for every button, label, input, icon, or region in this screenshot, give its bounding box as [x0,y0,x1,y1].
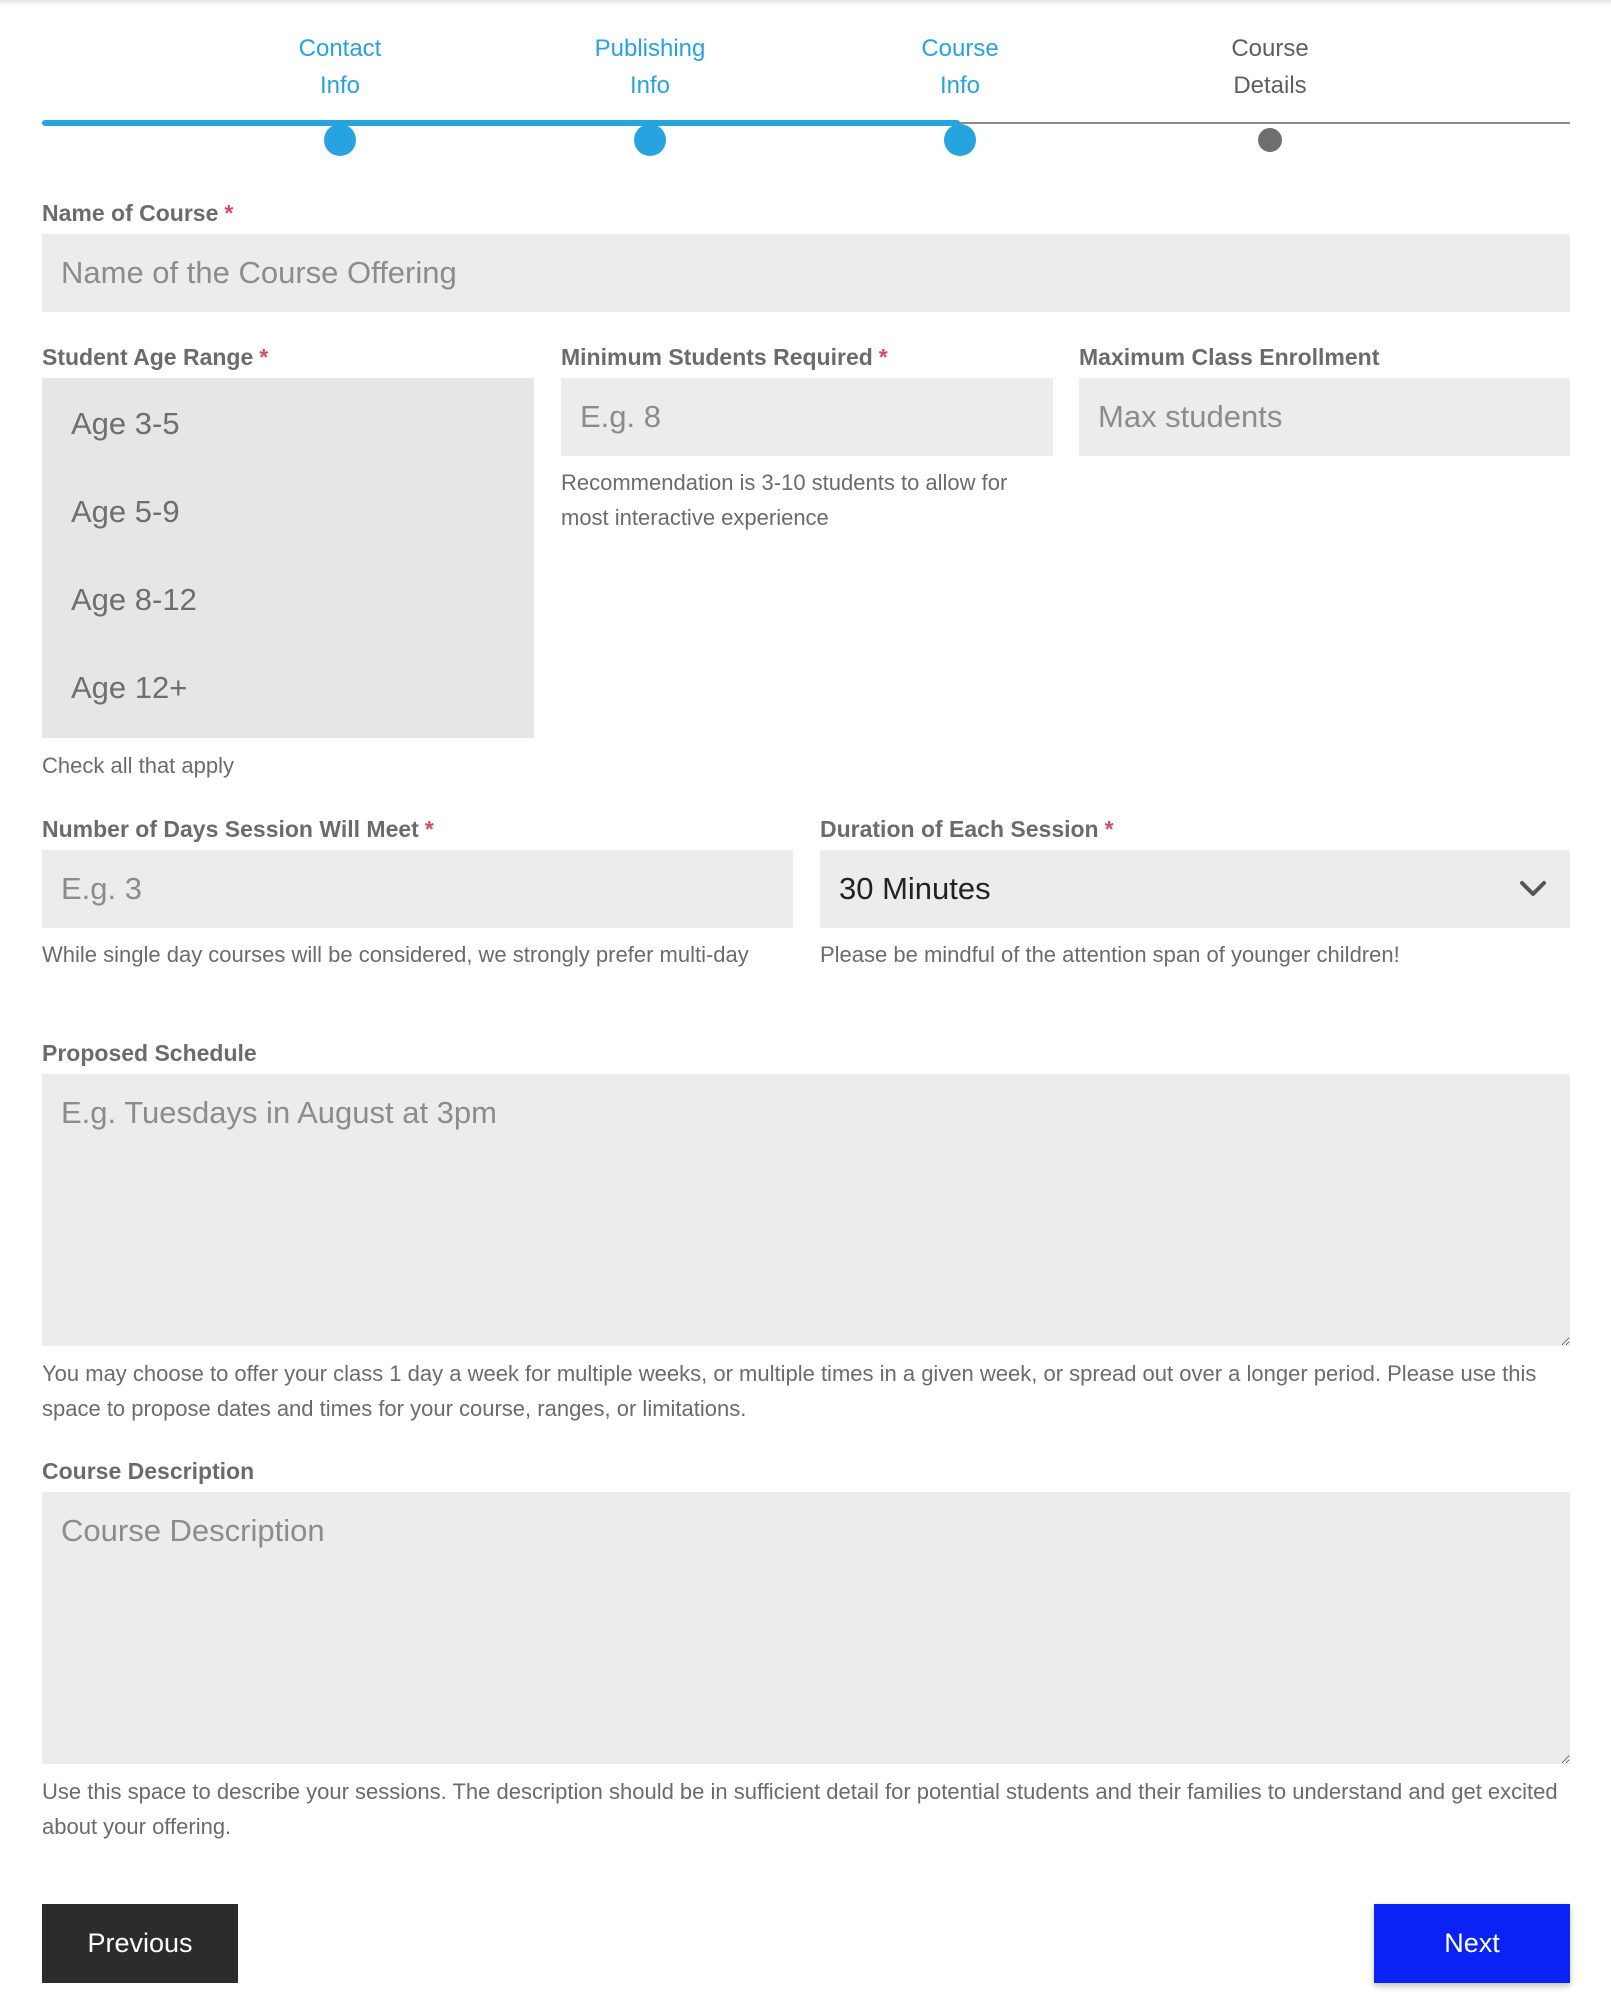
description-label [42,1458,254,1485]
age-range-help: Check all that apply [42,753,234,778]
description-label-text: Course Description [42,1458,255,1484]
schedule-textarea[interactable] [42,1074,1570,1346]
schedule-help: You may choose to offer your class 1 day a week for multiple weeks, or multiple times in a given week, or spread out over a longer period. Please use this space to propose dates and times for your course, ranges, or limitations. [42,1361,1537,1421]
min-students-label-text: Minimum Students Required [561,344,873,370]
session-duration-select[interactable] [820,850,1570,928]
required-marker: * [878,344,888,370]
age-option-3-5[interactable]: Age 3-5 [71,406,180,441]
description-textarea[interactable] [42,1492,1570,1764]
previous-button[interactable]: Previous [42,1904,238,1983]
course-name-label [42,200,233,227]
max-enrollment-input[interactable] [1079,378,1570,456]
session-duration-label-text: Duration of Each Session [820,816,1099,842]
description-help: Use this space to describe your sessions. The description should be in sufficient detail for potential students and their families to understand and get excited about your offering. [42,1779,1558,1839]
session-duration-label [820,816,1114,843]
session-days-label [42,816,434,843]
step-dot-publishing-info[interactable] [634,124,666,156]
step-dot-contact-info[interactable] [324,124,356,156]
step-dot-course-details[interactable] [1258,128,1282,152]
session-days-label-text: Number of Days Session Will Meet [42,816,419,842]
age-range-label [42,344,268,371]
step-course-details[interactable] [1190,30,1350,104]
session-days-input[interactable] [42,850,793,928]
step-dot-course-info[interactable] [944,124,976,156]
required-marker: * [424,816,434,842]
required-marker: * [1104,816,1114,842]
age-option-8-12[interactable]: Age 8-12 [71,582,197,617]
progress-stepper [42,0,1570,150]
next-button[interactable]: Next [1374,1904,1570,1983]
session-duration-value: 30 Minutes [839,871,991,906]
step-label-line2: Info [319,72,361,99]
session-days-help: While single day courses will be considered, we strongly prefer multi-day [42,942,749,967]
age-option-5-9[interactable]: Age 5-9 [71,494,180,529]
step-course-info[interactable] [880,30,1040,104]
schedule-label [42,1040,257,1067]
course-name-label-text: Name of Course [42,200,219,226]
max-enrollment-label [1079,344,1379,371]
course-name-input[interactable] [42,234,1570,312]
stepper-track-progress [42,120,960,126]
step-label-line2: Details [1233,72,1307,99]
age-range-listbox[interactable] [42,378,534,738]
required-marker: * [259,344,269,370]
max-enrollment-label-text: Maximum Class Enrollment [1079,344,1380,370]
min-students-label [561,344,888,371]
step-label-line1: Contact [298,35,382,62]
step-label-line2: Info [629,72,671,99]
step-publishing-info[interactable] [570,30,730,104]
min-students-help: Recommendation is 3-10 students to allow for most interactive experience [561,470,1008,530]
age-option-12-plus[interactable]: Age 12+ [71,670,188,705]
age-range-label-text: Student Age Range [42,344,254,370]
chevron-down-icon [1515,871,1551,907]
required-marker: * [224,200,234,226]
step-label-line1: Course [921,35,999,62]
schedule-label-text: Proposed Schedule [42,1040,257,1066]
step-label-line1: Publishing [594,35,706,62]
step-label-line2: Info [939,72,981,99]
step-label-line1: Course [1231,35,1309,62]
min-students-input[interactable] [561,378,1053,456]
step-contact-info[interactable] [260,30,420,104]
session-duration-help: Please be mindful of the attention span of younger children! [820,942,1400,967]
